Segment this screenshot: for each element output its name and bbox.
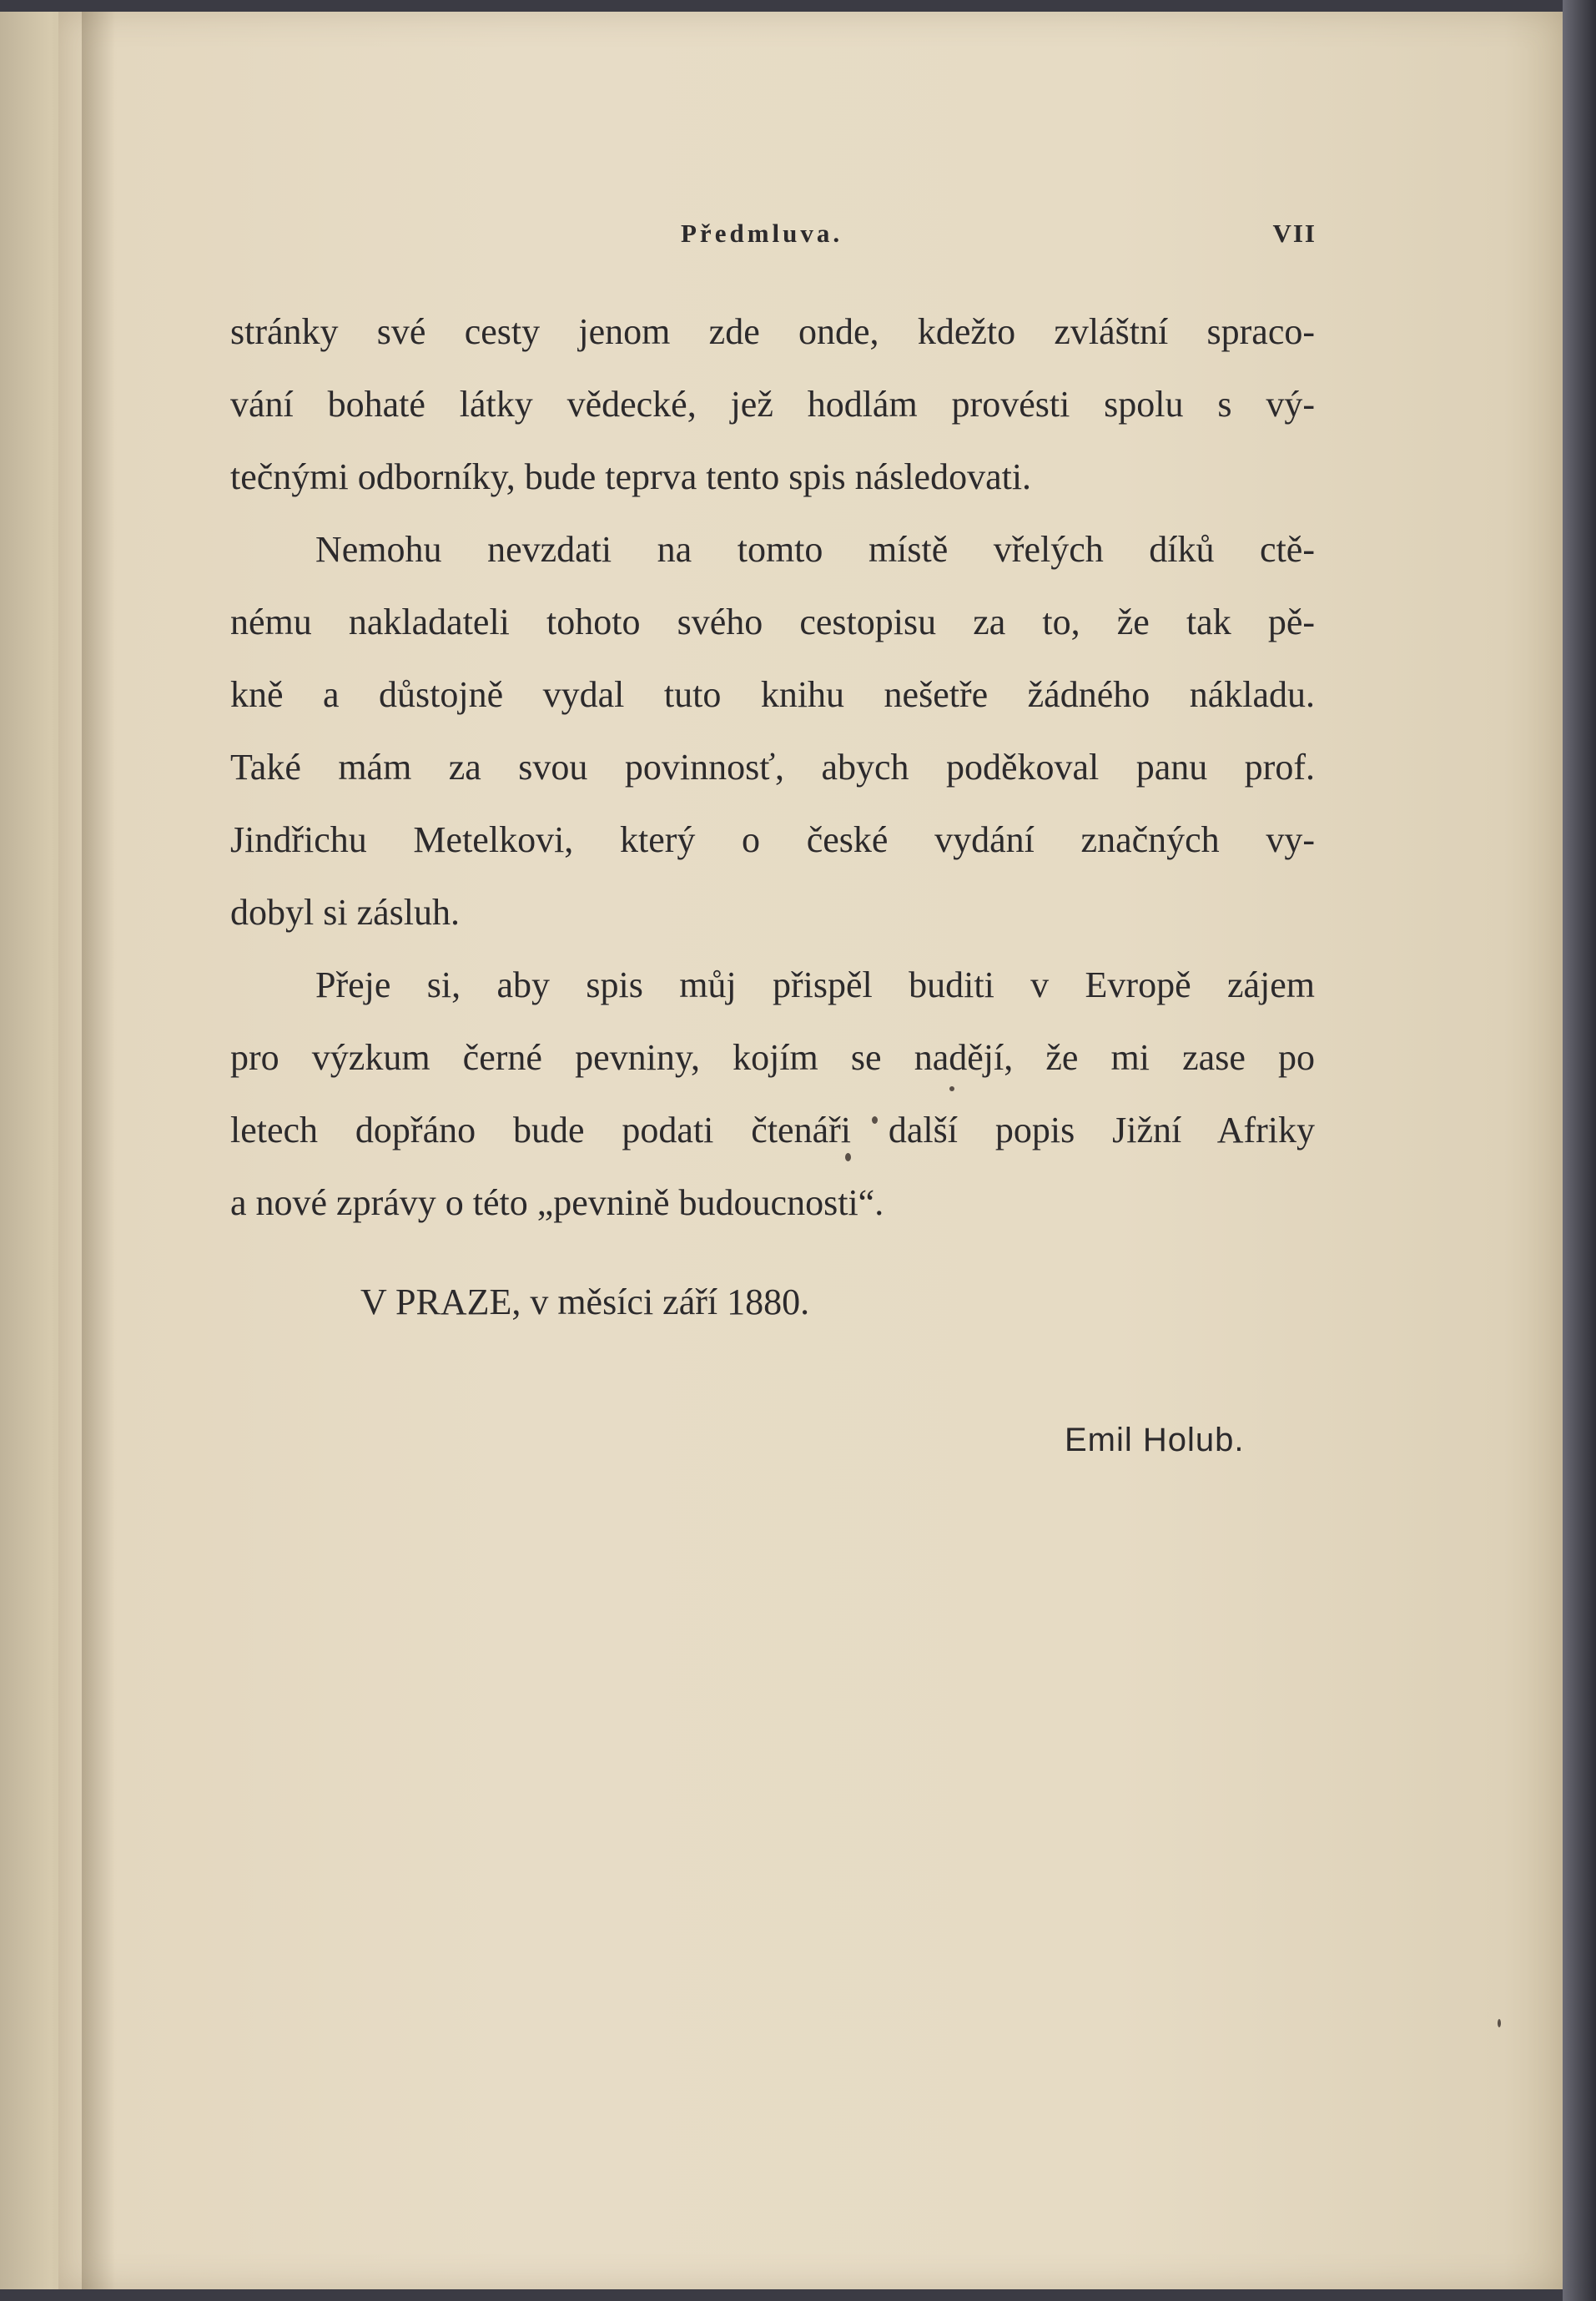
text-line: kně a důstojně vydal tuto knihu nešetře žádného nákladu. (230, 674, 1315, 715)
text-line: dobyl si zásluh. (230, 892, 460, 933)
dateline: V PRAZE, v měsíci září 1880. (360, 1281, 810, 1322)
text-line: tečnými odborníky, bude teprva tento spis následovati. (230, 456, 1032, 497)
book-cover-edge (1563, 0, 1596, 2301)
author-signature: Emil Holub. (1065, 1422, 1245, 1458)
text-line: pro výzkum černé pevniny, kojím se nadějí, že mi zase po (230, 1037, 1315, 1078)
gutter-shadow (82, 12, 115, 2289)
running-header (230, 219, 1315, 252)
text-line: Také mám za svou povinnosť, abych poděkoval panu prof. (230, 747, 1315, 788)
running-title: Předmluva. (681, 219, 843, 248)
page-number: VII (1272, 219, 1317, 248)
text-line: nému nakladateli tohoto svého cestopisu za to, že tak pě- (230, 602, 1315, 642)
text-line: a nové zprávy o této „pevnině budoucnosti“. (230, 1182, 884, 1223)
text-line: Nemohu nevzdati na tomto místě vřelých díků ctě- (315, 529, 1315, 570)
text-line: vání bohaté látky vědecké, jež hodlám provésti spolu s vý- (230, 384, 1315, 425)
text-line: Přeje si, aby spis můj přispěl buditi v Evropě zájem (315, 964, 1315, 1005)
text-line: letech dopřáno bude podati čtenáři další popis Jižní Afriky (230, 1110, 1315, 1150)
paper-speck (1498, 2019, 1501, 2027)
paper-speck (949, 1086, 954, 1091)
text-line: Jindřichu Metelkovi, který o české vydání značných vy- (230, 819, 1315, 860)
text-line: stránky své cesty jenom zde onde, kdežto zvláštní spraco- (230, 311, 1315, 352)
